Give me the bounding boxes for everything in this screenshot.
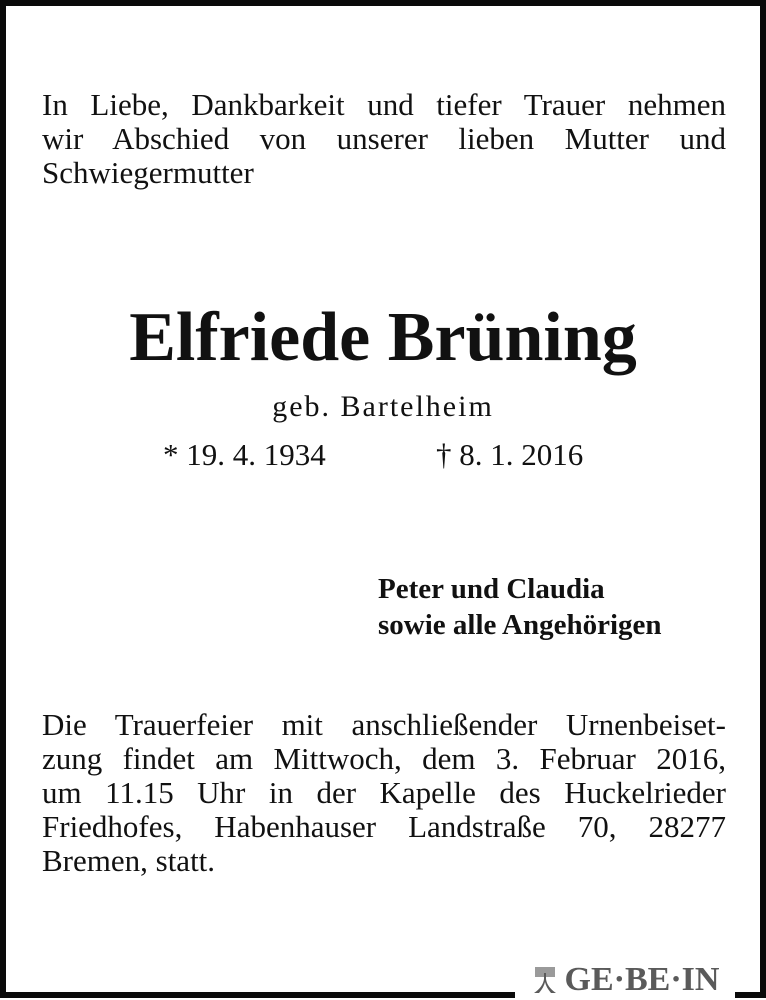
logo-text: GE·BE·IN — [564, 961, 720, 998]
info-line: Die Trauerfeier mit anschließender Urnenbeiset- — [42, 707, 726, 742]
info-line: Bremen, statt. — [42, 843, 216, 878]
intro-line: In Liebe, Dankbarkeit und tiefer Trauer nehmen — [42, 87, 726, 122]
intro-line: wir Abschied von unserer lieben Mutter und — [42, 121, 726, 156]
signatory-line: Peter und Claudia — [378, 573, 605, 605]
intro-text — [42, 88, 726, 190]
info-line: Friedhofes, Habenhauser Landstraße 70, 28277 — [42, 809, 726, 844]
intro-line: Schwiegermutter — [42, 155, 254, 190]
funeral-info — [42, 708, 726, 878]
logo-mark-icon — [531, 965, 559, 995]
deceased-name: Elfriede Brüning — [129, 299, 637, 376]
birth-date: * 19. 4. 1934 — [163, 437, 326, 472]
publisher-logo — [515, 960, 735, 1000]
info-line: um 11.15 Uhr in der Kapelle des Huckelrieder — [42, 775, 726, 810]
signatory-line: sowie alle Angehörigen — [378, 609, 662, 641]
death-date: † 8. 1. 2016 — [436, 437, 584, 472]
maiden-name: geb. Bartelheim — [272, 390, 494, 423]
info-line: zung findet am Mittwoch, dem 3. Februar 2016, — [42, 741, 726, 776]
signatories — [378, 571, 662, 643]
